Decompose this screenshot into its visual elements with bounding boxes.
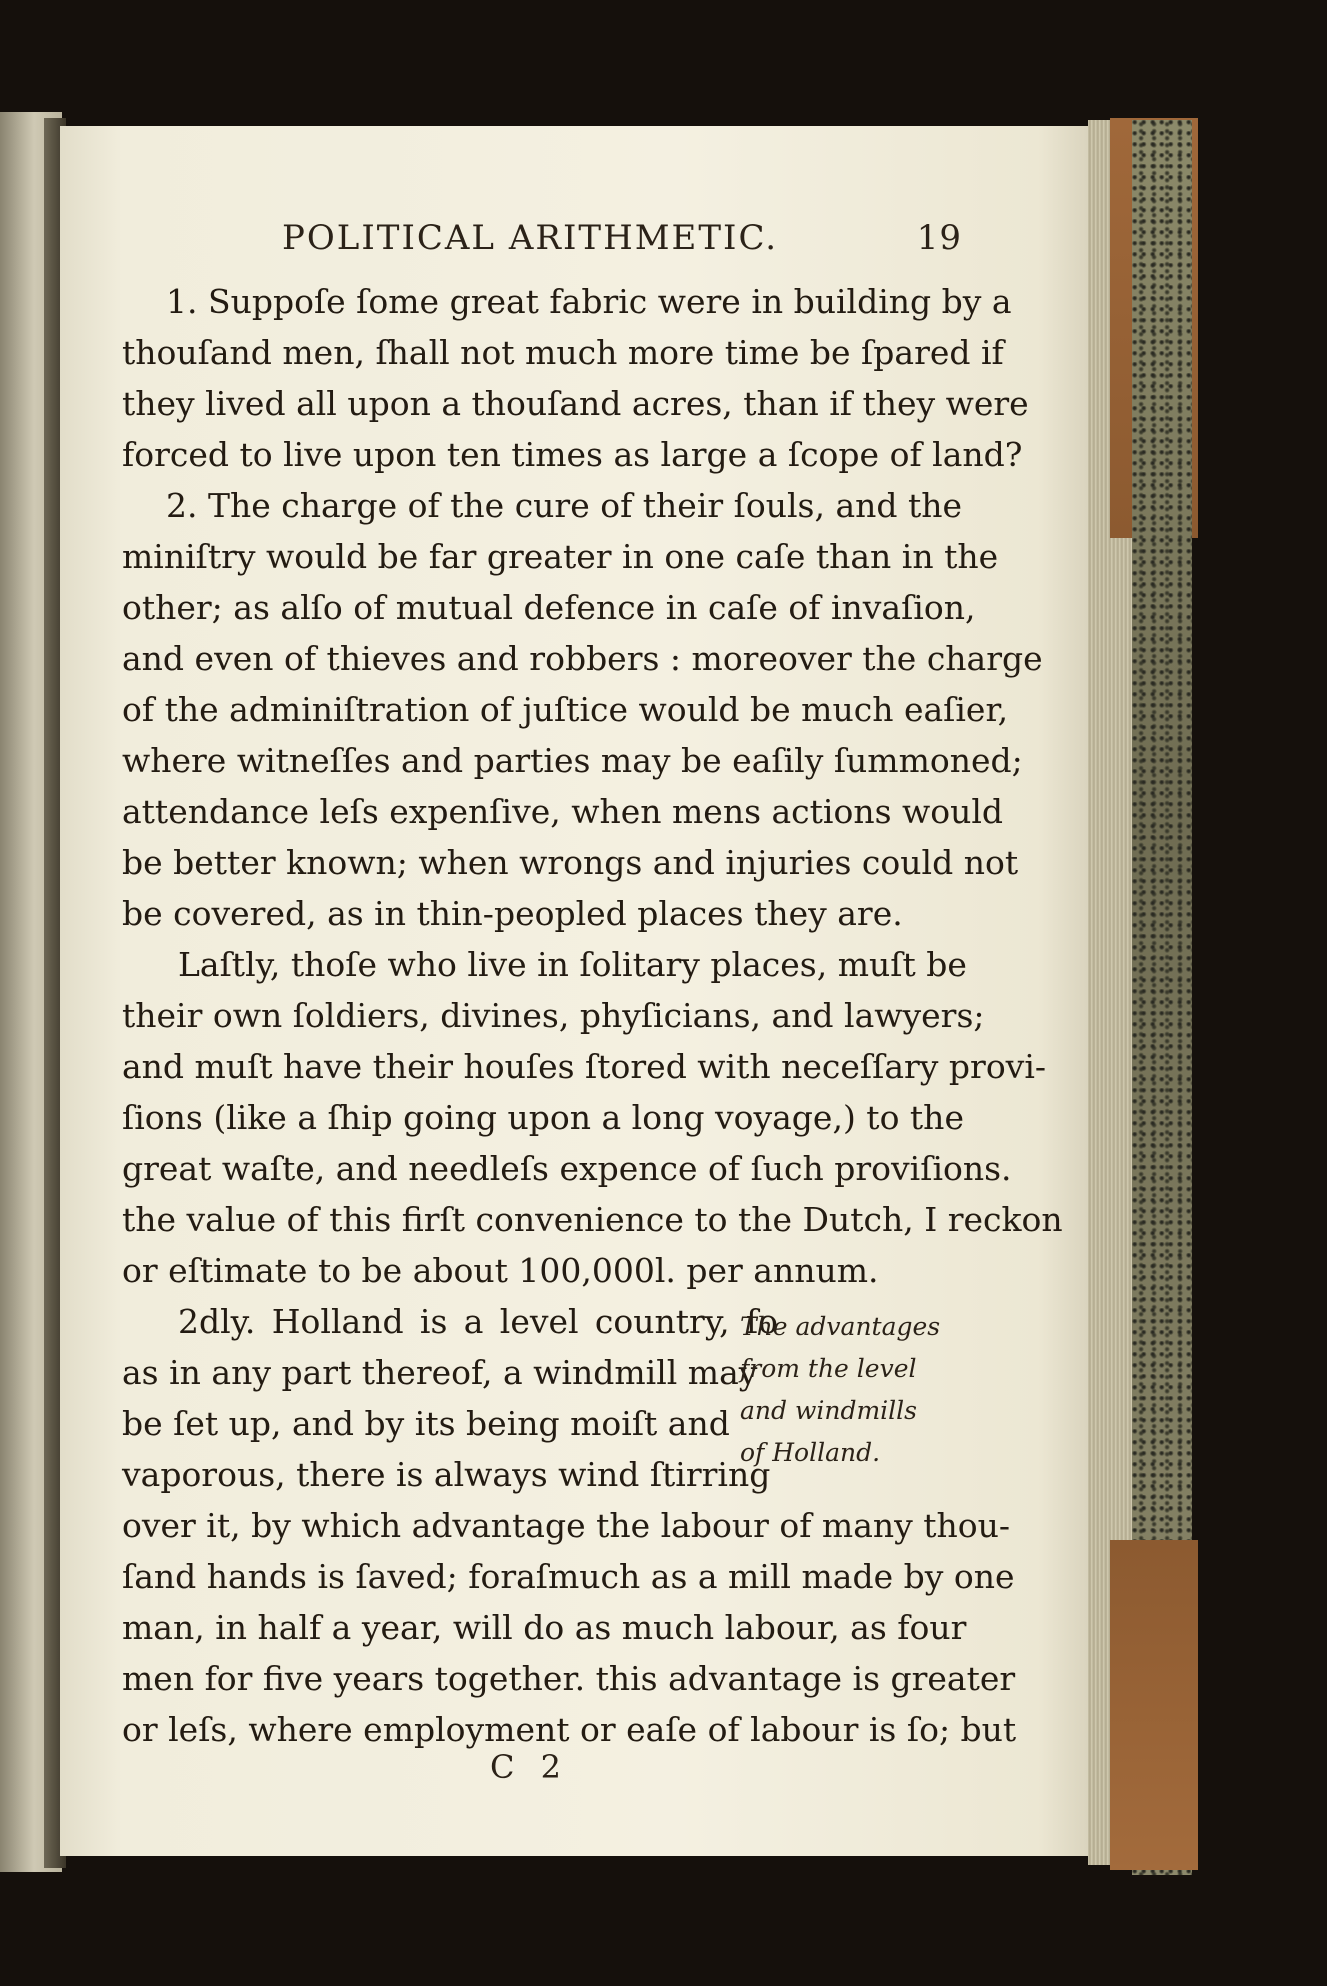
text-line: of the adminiſtration of juſtice would be much eaſier, [122,690,1009,729]
text-line: and even of thieves and robbers : moreover the charge [122,639,1043,678]
text-line: and muſt have their houſes ſtored with neceſſary provi- [122,1047,1047,1086]
text-line: ſand hands is ſaved; foraſmuch as a mill made by one [122,1557,1015,1596]
leather-cover-bottom [1110,1540,1198,1870]
text-line: other; as alſo of mutual defence in caſe of invaſion, [122,588,976,627]
marginal-note-line: from the level [740,1354,917,1383]
text-line: where witneſſes and parties may be eaſily ſummoned; [122,741,1023,780]
text-line: their own ſoldiers, divines, phyſicians, and lawyers; [122,996,985,1035]
text-line: 2. The charge of the cure of their ſouls, and the [166,486,963,525]
text-line: over it, by which advantage the labour of many thou- [122,1506,1011,1545]
text-line: man, in half a year, will do as much labour, as four [122,1608,967,1647]
signature-mark: C 2 [490,1748,570,1786]
paragraph-3 [122,939,1063,1296]
text-line: as in any part thereof, a windmill may [122,1353,758,1392]
paragraph-1 [122,276,1029,480]
paragraph-4 [122,1296,1017,1755]
running-header [282,218,962,268]
marginal-note-line: and windmills [740,1396,917,1425]
running-title: POLITICAL ARITHMETIC. [282,218,779,258]
text-line: vaporous, there is always wind ſtirring [122,1455,771,1494]
paragraph-2 [122,480,1043,939]
text-line: attendance leſs expenſive, when mens actions would [122,792,1004,831]
text-line: be covered, as in thin-peopled places they are. [122,894,903,933]
text-line: great waſte, and needleſs expence of ſuch proviſions. [122,1149,1012,1188]
body-text [122,276,1063,1755]
text-line: they lived all upon a thouſand acres, than if they were [122,384,1029,423]
text-line: be ſet up, and by its being moiſt and [122,1404,730,1443]
marginal-note-line: of Holland. [740,1438,881,1467]
text-line: thouſand men, ſhall not much more time be ſpared if [122,333,1004,372]
text-line: or eſtimate to be about 100,000l. per annum. [122,1251,879,1290]
text-line: miniſtry would be far greater in one caſe than in the [122,537,999,576]
text-line: ſions (like a ſhip going upon a long voyage,) to the [122,1098,964,1137]
marginal-note [740,1306,965,1474]
page-number: 19 [916,218,962,258]
text-line: 1. Suppoſe ſome great fabric were in building by a [166,282,1012,321]
text-line: or leſs, where employment or eaſe of labour is ſo; but [122,1710,1017,1749]
text-line: be better known; when wrongs and injuries could not [122,843,1019,882]
text-line: the value of this firſt convenience to the Dutch, I reckon [122,1200,1063,1239]
marginal-note-line: The advantages [740,1312,941,1341]
text-line: Laſtly, thoſe who live in ſolitary places, muſt be [178,945,967,984]
text-line: 2dly. Holland is a level country, ſo [178,1302,778,1341]
text-line: forced to live upon ten times as large a ſcope of land? [122,435,1023,474]
text-line: men for five years together. this advantage is greater [122,1659,1016,1698]
